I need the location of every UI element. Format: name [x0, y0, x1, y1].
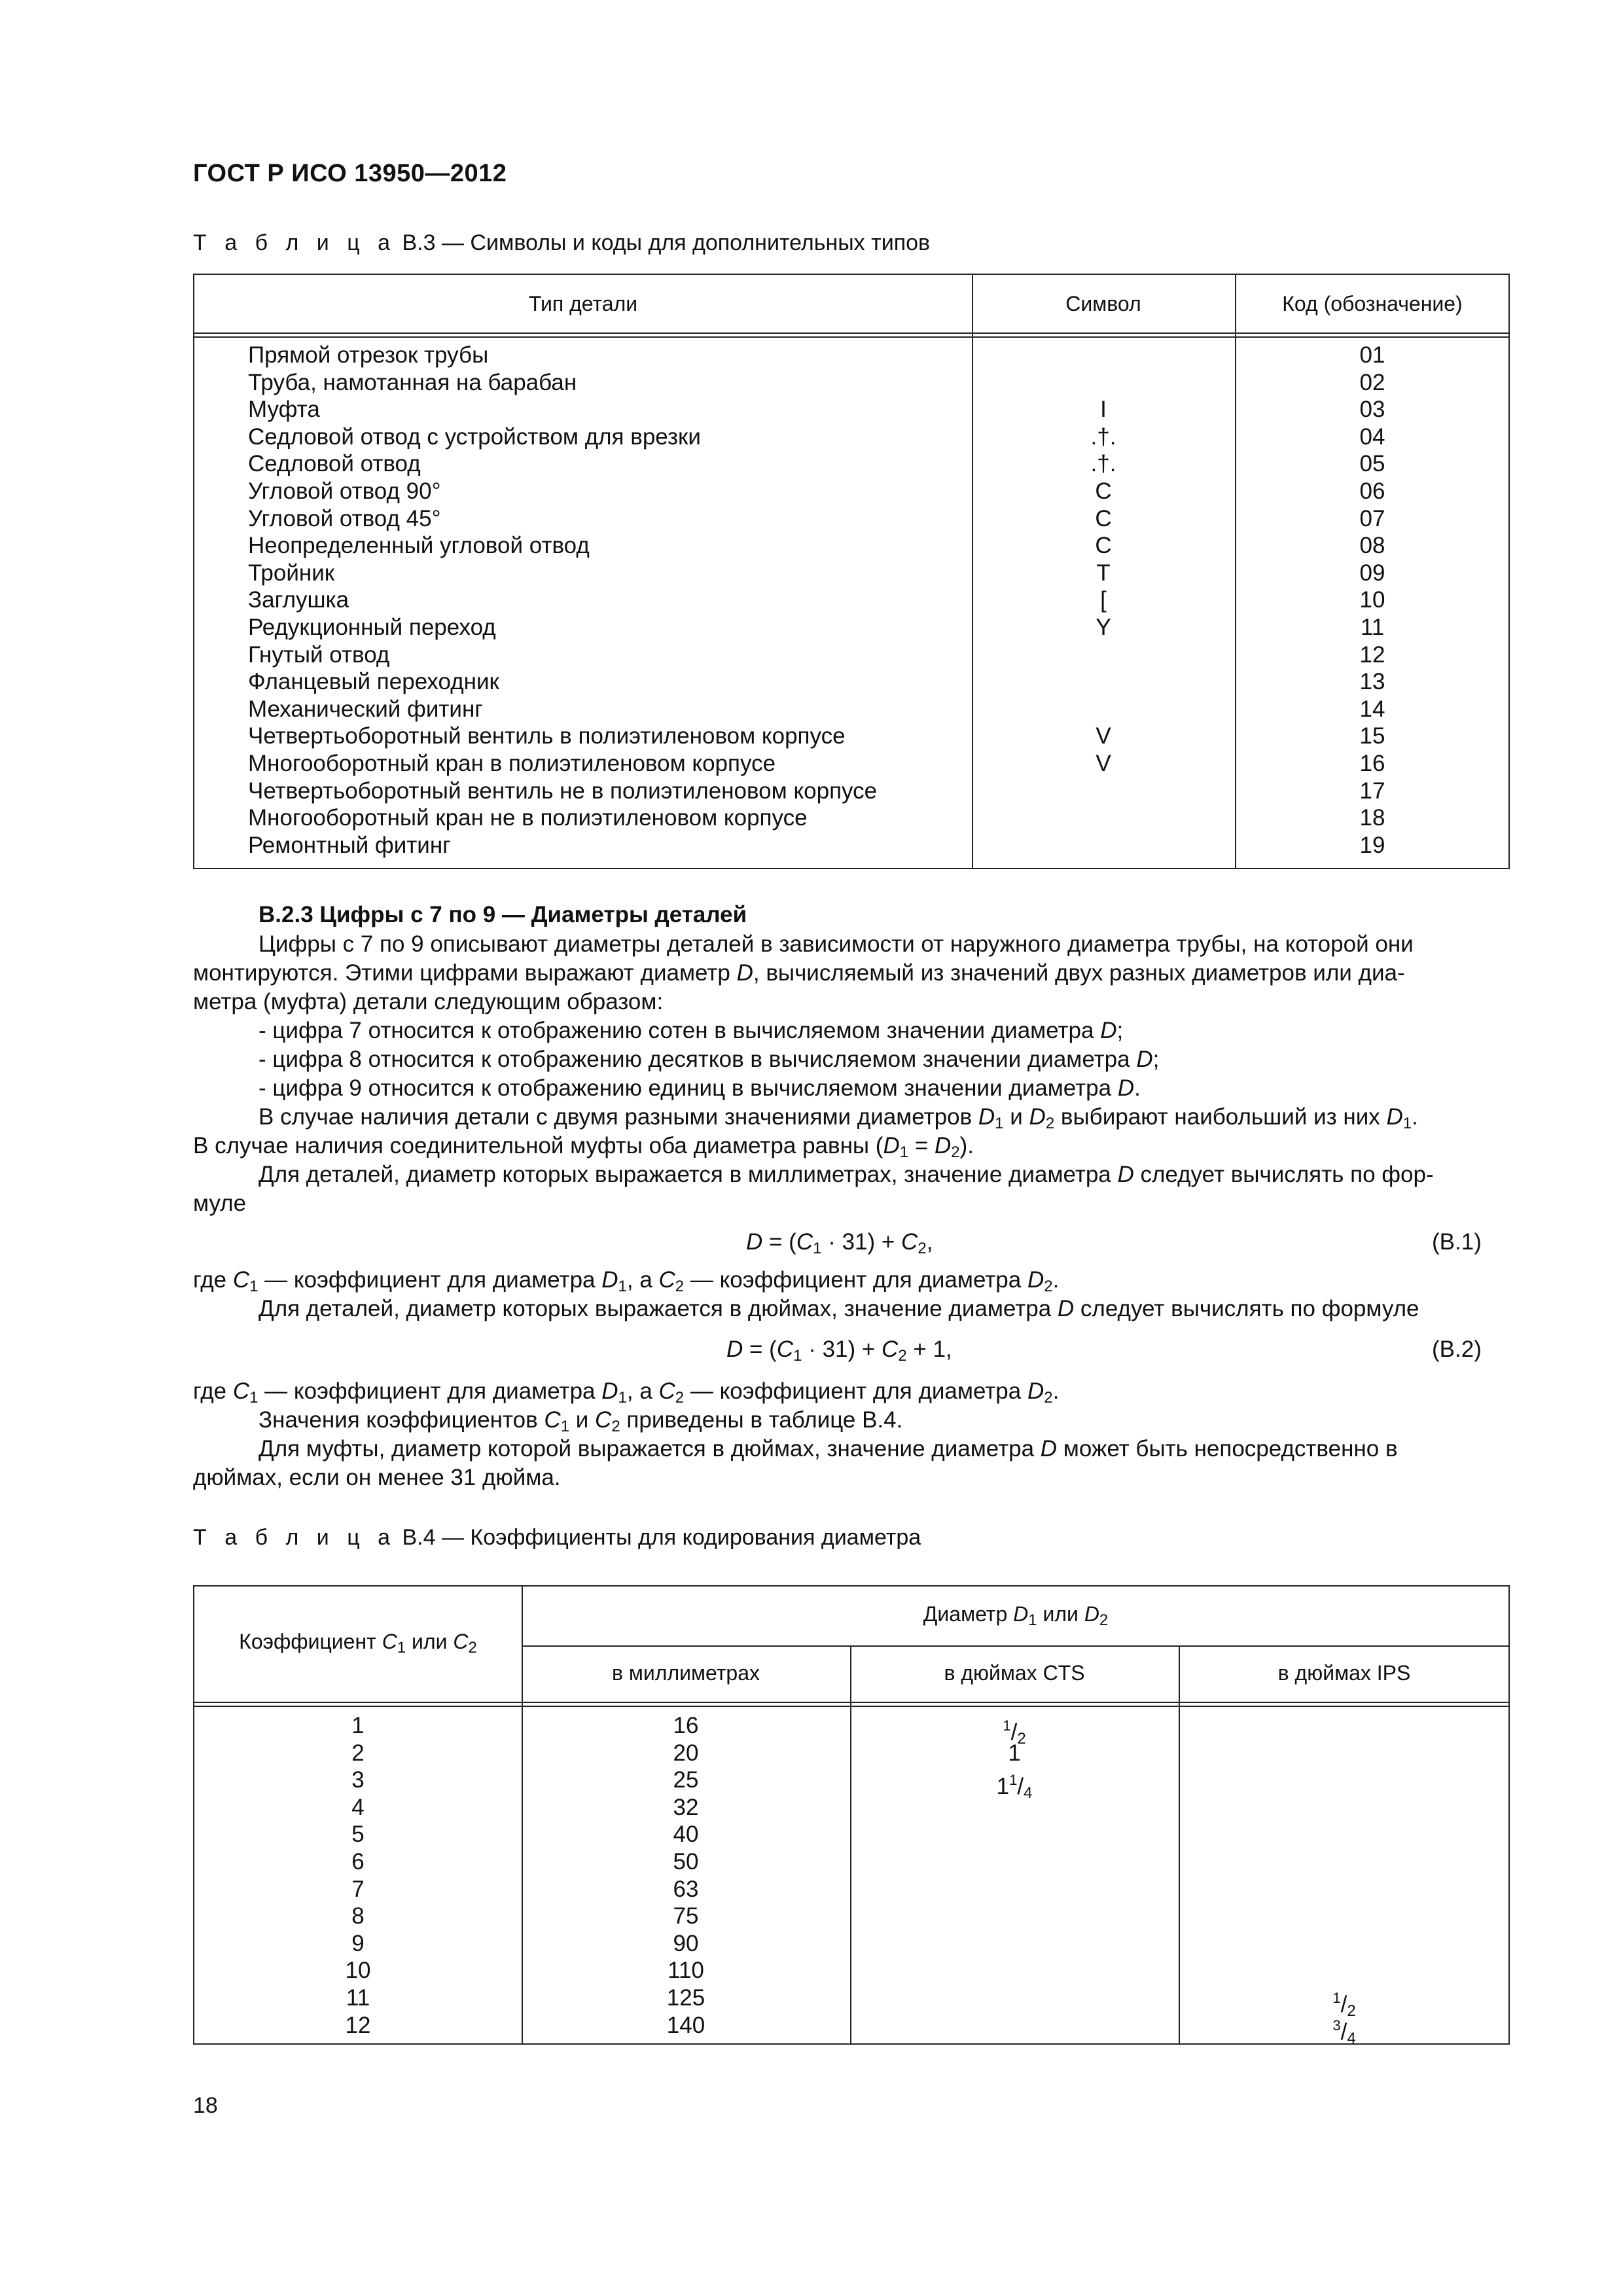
table-cell-symbol: T: [1096, 560, 1111, 586]
table-cell-symbol: .†.: [1090, 423, 1116, 450]
table-cell-mm: 75: [673, 1903, 699, 1929]
paragraph-line: Значения коэффициентов $C_1$ и $C_2$ приведены в таблице В.4.: [259, 1407, 903, 1435]
table-cell-type: Редукционный переход: [248, 614, 496, 640]
table-cell-symbol: C: [1095, 505, 1112, 531]
table-cell-type: Труба, намотанная на барабан: [248, 369, 577, 395]
fraction-one-half: $^1/_2$: [1332, 1990, 1356, 2020]
paragraph-line: Для деталей, диаметр которых выражается в дюймах, значение диаметра D следует вычислять по формуле: [259, 1296, 1419, 1321]
table-cell-coefficient: 10: [345, 1958, 371, 1984]
table-cell-symbol: [972, 641, 1235, 669]
table-cell-type: Гнутый отвод: [248, 641, 390, 668]
table-cell-mm: 16: [673, 1713, 699, 1738]
table-b4-mm-column: [522, 1712, 850, 2039]
table-cell-symbol: V: [1096, 750, 1111, 776]
formula-b1: $D = (C_1 \cdot 31) + C_2$,: [746, 1229, 933, 1257]
paragraph-line: В случае наличия соединительной муфты оба диаметра равны $(D_1 = D_2)$.: [193, 1133, 974, 1161]
table-cell-code: 15: [1359, 723, 1385, 749]
table-cell-symbol: [972, 342, 1235, 369]
table-b4-header-mm: в миллиметрах: [612, 1661, 760, 1685]
table-cell-mm: 25: [673, 1767, 699, 1793]
table-b3: [193, 274, 1510, 869]
table-cell-code: 05: [1359, 451, 1385, 477]
table-cell-coefficient: 6: [351, 1848, 365, 1874]
table-cell-mm: 110: [668, 1958, 704, 1984]
table-cell-coefficient: 12: [345, 2012, 371, 2038]
table-cell-type: Седловой отвод: [248, 451, 421, 477]
bullet-item: - цифра 9 относится к отображению единиц в вычисляемом значении диаметра D.: [259, 1075, 1141, 1101]
table-b4-caption: Т а б л и ц а В.4 — Коэффициенты для кодирования диаметра: [193, 1525, 921, 1550]
paragraph-line: В случае наличия детали с двумя разными значениями диаметров $D_1$ и $D_2$ выбирают наибольший из них $D_1$.: [259, 1104, 1418, 1132]
fraction-one-and-quarter: $1^1/_4$: [996, 1772, 1033, 1803]
table-cell-symbol: C: [1095, 533, 1112, 559]
table-cell-symbol: [972, 832, 1235, 859]
bullet-item: - цифра 7 относится к отображению сотен в вычисляемом значении диаметра D;: [259, 1018, 1124, 1043]
paragraph-line: муле: [193, 1191, 247, 1216]
table-cell-coefficient: 3: [351, 1767, 365, 1793]
table-cell-coefficient: 2: [351, 1740, 365, 1766]
table-cell-symbol: C: [1095, 478, 1112, 504]
table-b4: [193, 1585, 1510, 2045]
table-cell-coefficient: 7: [351, 1876, 365, 1902]
table-cell-symbol: [972, 778, 1235, 805]
table-cell-code: 01: [1359, 342, 1385, 368]
table-cell-coefficient: 4: [351, 1794, 365, 1820]
table-cell-type: Седловой отвод с устройством для врезки: [248, 423, 701, 450]
table-b3-caption: Т а б л и ц а В.3 — Символы и коды для дополнительных типов: [193, 230, 931, 255]
table-cell-mm: 63: [673, 1876, 699, 1902]
table-cell-mm: 140: [666, 2012, 705, 2038]
table-cell-symbol: Y: [1096, 614, 1111, 640]
table-cell: 1: [1008, 1740, 1021, 1766]
table-b4-header-coefficient: Коэффициент $C_1$ или $C_2$: [239, 1630, 477, 1657]
table-cell-symbol: .†.: [1090, 451, 1116, 477]
table-cell-symbol: [972, 668, 1235, 696]
table-cell-coefficient: 11: [346, 1984, 370, 2011]
table-cell-type: Четвертьоборотный вентиль не в полиэтиленовом корпусе: [248, 778, 878, 804]
table-cell-symbol: [972, 369, 1235, 397]
table-cell-code: 17: [1359, 778, 1385, 804]
table-cell-code: 14: [1359, 696, 1385, 722]
table-cell-code: 07: [1359, 505, 1385, 531]
table-b4-header-diameter: Диаметр $D_1$ или $D_2$: [923, 1602, 1109, 1629]
table-b4-ips-column: [1179, 1984, 1510, 2047]
table-cell-coefficient: 1: [351, 1713, 365, 1738]
table-cell-mm: 32: [673, 1794, 699, 1820]
page-number: 18: [193, 2093, 218, 2118]
paragraph-line: Цифры с 7 по 9 описывают диаметры деталей в зависимости от наружного диаметра трубы, на которой они: [259, 931, 1414, 957]
table-cell-type: Многооборотный кран в полиэтиленовом корпусе: [248, 750, 776, 776]
table-cell-code: 16: [1359, 750, 1385, 776]
fraction-one-half: $^1/_2$: [1003, 1717, 1026, 1748]
bullet-item: - цифра 8 относится к отображению десятков в вычисляемом значении диаметра D;: [259, 1047, 1160, 1072]
table-cell-type: Заглушка: [248, 587, 349, 613]
table-cell-type: Тройник: [248, 560, 335, 586]
paragraph-line: дюймах, если он менее 31 дюйма.: [193, 1465, 561, 1490]
table-cell-symbol: [972, 696, 1235, 723]
table-cell-mm: 40: [673, 1821, 699, 1848]
table-cell-coefficient: 5: [351, 1821, 365, 1848]
table-cell-type: Неопределенный угловой отвод: [248, 533, 590, 559]
table-cell-symbol: [972, 804, 1235, 832]
formula-b2-number: (В.2): [1432, 1336, 1482, 1362]
formula-b2: $D = (C_1 \cdot 31) + C_2 + 1$,: [726, 1336, 952, 1365]
table-b3-header-symbol: Символ: [1065, 292, 1141, 315]
table-b3-header-type: Тип детали: [528, 292, 638, 315]
paragraph-line: монтируются. Этими цифрами выражают диаметр D, вычисляемый из значений двух разных диаметров или диа-: [193, 960, 1405, 986]
table-cell-mm: 125: [666, 1984, 705, 2011]
table-cell-code: 09: [1359, 560, 1385, 586]
table-cell-code: 03: [1359, 397, 1385, 423]
fraction-three-quarters: $^3/_4$: [1332, 2017, 1356, 2047]
table-cell-code: 19: [1359, 832, 1385, 858]
table-b4-header-cts: в дюймах CTS: [944, 1661, 1085, 1685]
table-cell-type: Угловой отвод 90°: [248, 478, 441, 504]
table-cell-code: 13: [1359, 669, 1385, 695]
formula-b1-number: (В.1): [1432, 1229, 1482, 1255]
table-cell-type: Прямой отрезок трубы: [248, 342, 489, 368]
table-cell-coefficient: 9: [351, 1930, 365, 1956]
table-cell-code: 04: [1359, 423, 1385, 450]
document-header: ГОСТ Р ИСО 13950—2012: [193, 160, 507, 187]
section-heading: В.2.3 Цифры с 7 по 9 — Диаметры деталей: [259, 902, 747, 927]
table-b4-cts-column: [850, 1712, 1179, 1803]
table-cell-code: 11: [1360, 614, 1385, 640]
table-cell-mm: 90: [673, 1930, 699, 1956]
table-cell-type: Многооборотный кран не в полиэтиленовом корпусе: [248, 805, 808, 831]
paragraph-line: Для муфты, диаметр которой выражается в дюймах, значение диаметра D может быть непосредственно в: [259, 1436, 1398, 1462]
table-cell-mm: 20: [673, 1740, 699, 1766]
table-cell-type: Ремонтный фитинг: [248, 832, 451, 858]
table-cell-type: Угловой отвод 45°: [248, 505, 441, 531]
table-b3-header-code: Код (обозначение): [1282, 292, 1463, 315]
table-cell-symbol: [: [1100, 587, 1107, 613]
formula-b2-where: где $C_1$ — коэффициент для диаметра $D_1$, а $C_2$ — коэффициент для диаметра $D_2$.: [193, 1378, 1060, 1407]
table-b4-coefficient-column: [194, 1712, 522, 2039]
table-cell-type: Четвертьоборотный вентиль в полиэтиленовом корпусе: [248, 723, 846, 749]
table-b3-codes-column: [1235, 342, 1510, 859]
formula-b1-where: где $C_1$ — коэффициент для диаметра $D_1$, а $C_2$ — коэффициент для диаметра $D_2$.: [193, 1267, 1060, 1295]
table-cell-code: 08: [1359, 533, 1385, 559]
table-cell-type: Муфта: [248, 397, 320, 423]
table-cell-code: 06: [1359, 478, 1385, 504]
table-cell-symbol: I: [1100, 397, 1107, 423]
paragraph-line: Для деталей, диаметр которых выражается в миллиметрах, значение диаметра D следует вычислять по фор-: [259, 1162, 1434, 1187]
table-cell-type: Механический фитинг: [248, 696, 484, 722]
table-cell-mm: 50: [673, 1848, 699, 1874]
table-cell-code: 02: [1359, 369, 1385, 395]
table-b3-types-column: [248, 342, 877, 859]
table-b3-symbols-column: [972, 342, 1235, 859]
table-cell-code: 10: [1359, 587, 1385, 613]
table-b4-header-ips: в дюймах IPS: [1277, 1661, 1411, 1685]
paragraph-line: метра (муфта) детали следующим образом:: [193, 989, 664, 1014]
table-cell-coefficient: 8: [351, 1903, 365, 1929]
table-cell-code: 12: [1359, 641, 1385, 668]
table-cell-symbol: V: [1096, 723, 1111, 749]
table-cell-type: Фланцевый переходник: [248, 669, 499, 695]
table-cell-code: 18: [1359, 805, 1385, 831]
